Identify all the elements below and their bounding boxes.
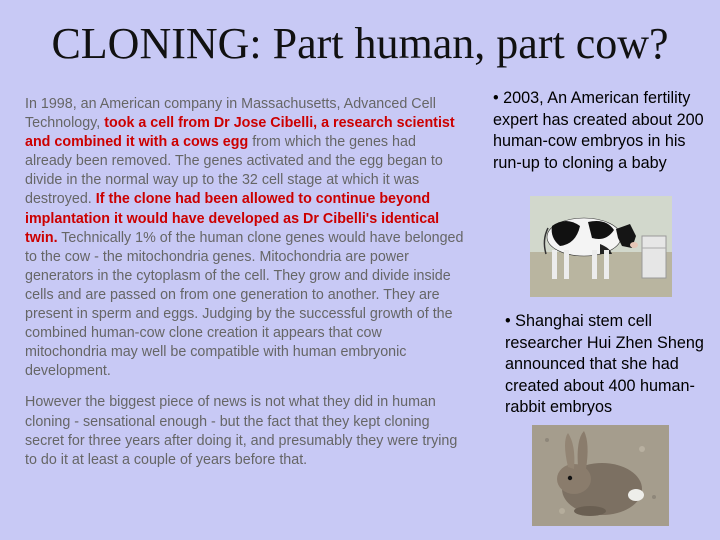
bullet-shanghai-researcher: • Shanghai stem cell researcher Hui Zhen Sheng announced that she had created about 400 human-rabbit embryos xyxy=(505,312,704,417)
slide-title: CLONING: Part human, part cow? xyxy=(51,19,669,68)
rabbit-photo xyxy=(532,425,669,526)
p1-highlight-2: If the clone had been allowed to continue beyond implantation it would have developed as Dr Cibelli's identical twin. xyxy=(25,191,440,246)
p1-intro: In 1998, an American company in Massachusetts, Advanced Cell Technology, xyxy=(25,96,436,132)
cow-photo xyxy=(530,196,672,297)
paragraph-2: However the biggest piece of news is not what they did in human cloning - sensational enough - but the fact that they kept cloning secret for three years after doing it, and presumably they were trying to do it at least a couple of years before that. xyxy=(25,394,458,468)
p1-end: Technically 1% of the human clone genes would have belonged to the cow - the mitochondria genes. Mitochondria are power generators in the cytoplasm of the cell. They grow and divide inside cells and are passed on from one generation to another. They are present in sperm and eggs. Judging by the successful growth of the combined human-cow clone creation it appears that cow mitochondria may well be compatible with human embryonic development. xyxy=(25,229,464,380)
p1-highlight-1: took a cell from Dr Jose Cibelli, a research scientist and combined it with a cows egg xyxy=(25,115,455,151)
main-text-block xyxy=(25,95,465,482)
bullet-2003-fertility-expert: • 2003, An American fertility expert has created about 200 human-cow embryos in his run-up to cloning a baby xyxy=(493,89,704,172)
p1-middle: from which the genes had already been removed. The genes activated and the egg began to divide in the normal way up to the 32 cell stage at which it was destroyed. xyxy=(25,134,443,208)
paragraph-1 xyxy=(25,95,465,381)
